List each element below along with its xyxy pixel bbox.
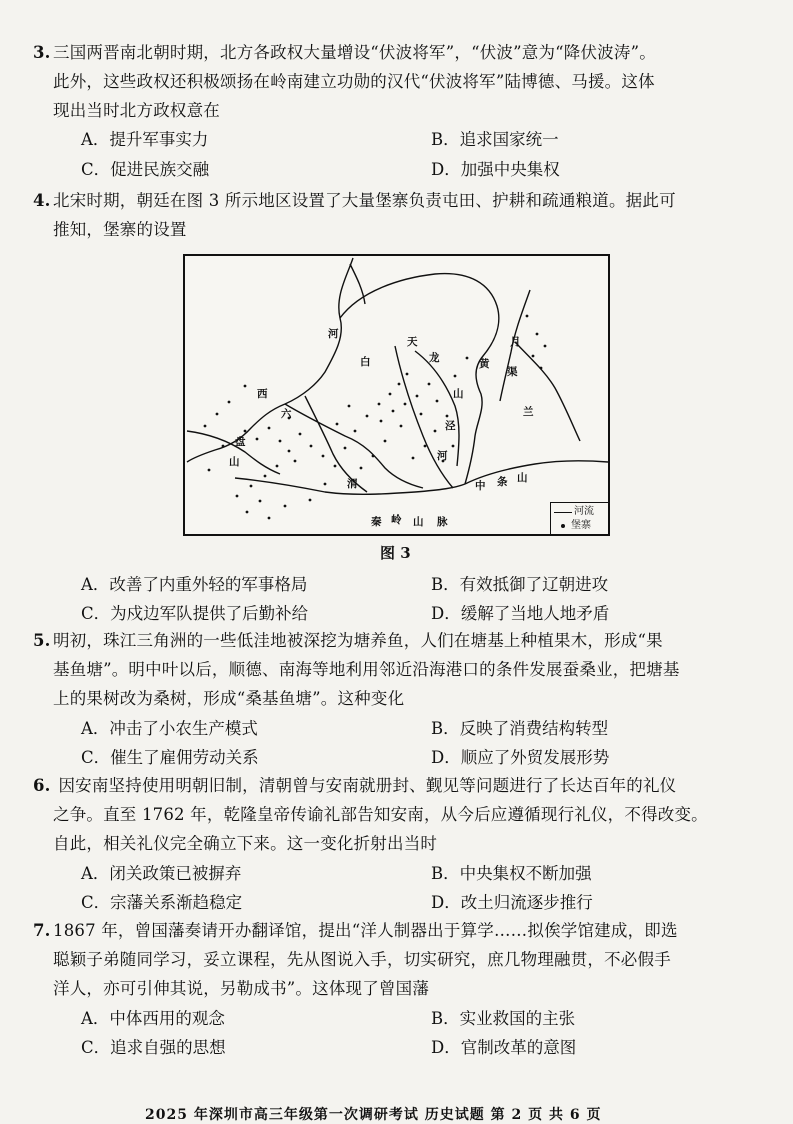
map-figure — [183, 254, 610, 536]
map-label: 山 — [413, 516, 424, 528]
yellow-river — [187, 258, 353, 462]
option-d[interactable]: D．改土归流逐步推行 — [431, 893, 593, 912]
map-label: 中 — [475, 480, 486, 492]
luo-river — [395, 346, 453, 488]
question-text-line: 三国两晋南北朝时期，北方各政权大量增设“伏波将军”，“伏波”意为“降伏波涛”。 — [53, 43, 656, 62]
option-b[interactable]: B．追求国家统一 — [431, 130, 559, 149]
fort-dot-icon — [561, 524, 565, 528]
option-a[interactable]: A．冲击了小农生产模式 — [81, 719, 258, 738]
option-d[interactable]: D．加强中央集权 — [431, 160, 560, 179]
map-label: 盘 — [235, 436, 246, 448]
option-a[interactable]: A．中体西用的观念 — [81, 1009, 225, 1028]
map-label: 龙 — [429, 352, 440, 364]
question-4 — [33, 186, 733, 244]
question-3 — [33, 38, 733, 125]
option-b[interactable]: B．有效抵御了辽朝进攻 — [431, 575, 609, 594]
map-label: 山 — [453, 388, 464, 400]
question-text-line: 基鱼塘”。明中叶以后，顺德、南海等地利用邻近沿海港口的条件发展蚕桑业，把塘基 — [53, 660, 680, 679]
question-number: 6. — [33, 776, 51, 795]
option-a[interactable]: A．改善了内重外轻的军事格局 — [81, 575, 308, 594]
question-number: 7. — [33, 921, 51, 940]
question-number: 3. — [33, 43, 51, 62]
map-label: 泾 — [445, 420, 456, 432]
legend-river: 河流 — [574, 506, 594, 517]
question-text-line: 自此，相关礼仪完全确立下来。这一变化折射出当时 — [53, 834, 438, 853]
river-line-icon — [554, 512, 572, 513]
question-number: 4. — [33, 191, 51, 210]
option-c[interactable]: C．宗藩关系渐趋稳定 — [81, 893, 243, 912]
map-label: 秦 — [371, 516, 382, 528]
option-d[interactable]: D．顺应了外贸发展形势 — [431, 748, 610, 767]
legend-fort: 堡寨 — [571, 520, 591, 531]
river-east-b — [515, 342, 580, 441]
question-text-line: 现出当时北方政权意在 — [53, 101, 220, 120]
map-label: 河 — [328, 328, 339, 340]
map-label: 天 — [407, 336, 418, 348]
question-5 — [33, 626, 733, 713]
map-label: 月 — [510, 336, 521, 348]
question-6 — [33, 771, 733, 858]
map-label: 西 — [257, 388, 268, 400]
question-text-line: 聪颖子弟随同学习，妥立课程，先从图说入手，切实研究，庶几物理融贯，不必假手 — [53, 950, 671, 969]
question-text-line: 此外，这些政权还积极颂扬在岭南建立功勋的汉代“伏波将军”陆博德、马援。这体 — [53, 72, 655, 91]
question-number: 5. — [33, 631, 51, 650]
map-label: 岭 — [391, 514, 402, 526]
coast-east — [465, 461, 608, 484]
option-c[interactable]: C．追求自强的思想 — [81, 1038, 226, 1057]
option-c[interactable]: C．促进民族交融 — [81, 160, 210, 179]
question-text-line: 之争。直至 1762 年，乾隆皇帝传谕礼部告知安南，从今后应遵循现行礼仪，不得改变。 — [53, 805, 708, 824]
option-d[interactable]: D．官制改革的意图 — [431, 1038, 577, 1057]
map-label: 黄 — [479, 358, 490, 370]
map-label: 渠 — [507, 366, 518, 378]
map-label: 六 — [281, 408, 292, 420]
option-c[interactable]: C．为戍边军队提供了后勤补给 — [81, 604, 309, 623]
question-text-line: 洋人，亦可引伸其说，另勒成书”。这体现了曾国藩 — [53, 979, 430, 998]
option-c[interactable]: C．催生了雇佣劳动关系 — [81, 748, 259, 767]
question-text-line: 1867 年，曾国藩奏请开办翻译馆，提出“洋人制器出于算学……拟俟学馆建成，即选 — [53, 921, 678, 940]
page-footer: 2025 年深圳市高三年级第一次调研考试 历史试题 第 2 页 共 6 页 — [145, 1107, 602, 1123]
map-legend — [550, 502, 608, 534]
map-label: 白 — [360, 356, 371, 368]
question-text-line: 北宋时期，朝廷在图 3 所示地区设置了大量堡寨负责屯田、护耕和疏通粮道。据此可 — [53, 191, 676, 210]
option-d[interactable]: D．缓解了当地人地矛盾 — [431, 604, 610, 623]
map-label: 山 — [229, 456, 240, 468]
option-b[interactable]: B．实业救国的主张 — [431, 1009, 576, 1028]
option-b[interactable]: B．中央集权不断加强 — [431, 864, 592, 883]
figure-caption: 图 3 — [380, 544, 411, 562]
fort-dots — [204, 315, 547, 520]
map-label: 脉 — [437, 516, 448, 528]
option-a[interactable]: A．提升军事实力 — [81, 130, 209, 149]
yellow-river-north — [340, 274, 499, 484]
question-text-line: 上的果树改为桑树，形成“桑基鱼塘”。这种变化 — [53, 689, 405, 708]
question-7 — [33, 916, 733, 1003]
option-a[interactable]: A．闭关政策已被摒弃 — [81, 864, 242, 883]
map-label: 河 — [437, 450, 448, 462]
map-label: 山 — [517, 472, 528, 484]
option-b[interactable]: B．反映了消费结构转型 — [431, 719, 609, 738]
map-label: 兰 — [523, 406, 534, 418]
question-text-line: 因安南坚持使用明朝旧制，清朝曾与安南就册封、觐见等问题进行了长达百年的礼仪 — [53, 776, 677, 795]
question-text-line: 推知，堡寨的设置 — [53, 220, 187, 239]
map-label: 条 — [497, 476, 508, 488]
map-svg — [185, 256, 608, 534]
question-text-line: 明初，珠江三角洲的一些低洼地被深挖为塘养鱼，人们在塘基上种植果木，形成“果 — [53, 631, 663, 650]
map-label: 渭 — [347, 478, 358, 490]
